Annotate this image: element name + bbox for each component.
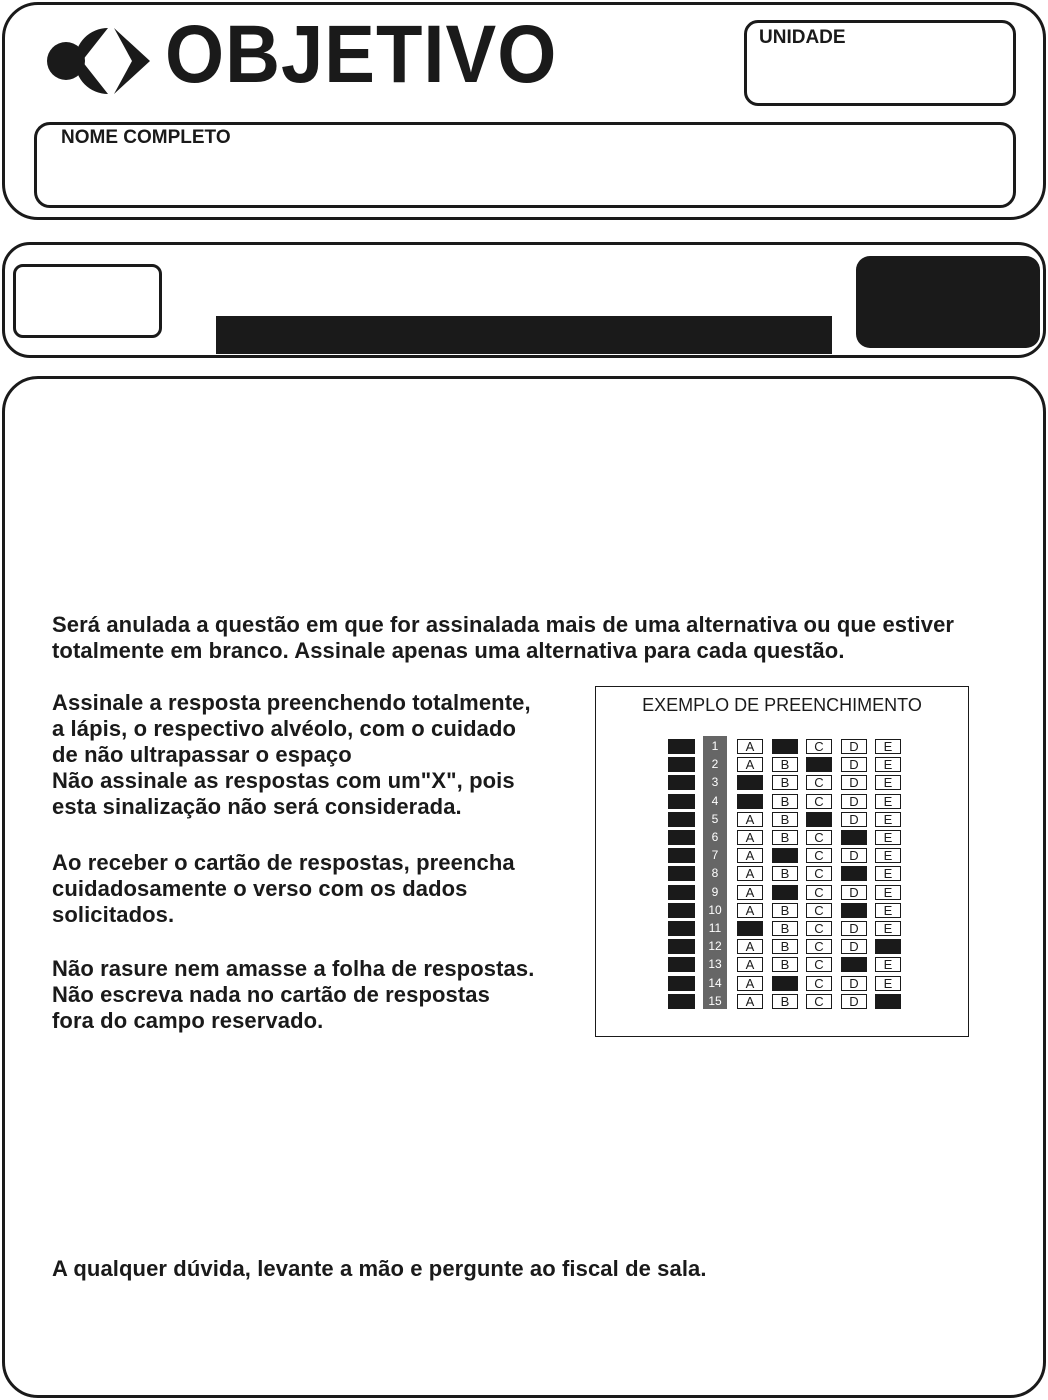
answer-bubble: A	[737, 757, 763, 772]
timing-mark	[668, 866, 695, 881]
answer-bubble: B	[772, 939, 798, 954]
instruction-line: solicitados.	[52, 902, 175, 927]
answer-row	[596, 939, 968, 954]
timing-mark	[668, 939, 695, 954]
answer-bubble: E	[875, 830, 901, 845]
answer-bubble: C	[806, 994, 832, 1009]
instruction-line: de não ultrapassar o espaço	[52, 742, 352, 767]
timing-mark	[668, 903, 695, 918]
answer-bubble-filled	[772, 739, 798, 754]
instruction-annul: Será anulada a questão em que for assinalada mais de uma alternativa ou que estiver totalmente em branco. Assinale apenas uma alternativa para cada questão.	[52, 612, 955, 663]
answer-bubble: B	[772, 903, 798, 918]
answer-bubble-filled	[875, 994, 901, 1009]
answer-bubble: C	[806, 939, 832, 954]
answer-bubble-filled	[806, 757, 832, 772]
band-empty-box	[13, 264, 162, 338]
answer-bubble: A	[737, 812, 763, 827]
band-black-bar	[216, 316, 832, 354]
answer-bubble: E	[875, 848, 901, 863]
answer-row	[596, 830, 968, 845]
instruction-line: Não rasure nem amasse a folha de respostas.	[52, 956, 535, 981]
answer-row	[596, 994, 968, 1009]
question-number: 12	[708, 939, 722, 954]
answer-bubble: C	[806, 866, 832, 881]
answer-bubble: E	[875, 757, 901, 772]
answer-bubble: B	[772, 957, 798, 972]
instruction-line: Assinale a resposta preenchendo totalmente,	[52, 690, 531, 715]
answer-bubble: E	[875, 794, 901, 809]
answer-bubble-filled	[841, 866, 867, 881]
instruction-line: Não assinale as respostas com um"X", pois	[52, 768, 515, 793]
answer-bubble-filled	[841, 957, 867, 972]
answer-row	[596, 866, 968, 881]
question-number: 7	[711, 848, 719, 863]
answer-bubble: B	[772, 830, 798, 845]
answer-bubble: A	[737, 994, 763, 1009]
answer-bubble: C	[806, 830, 832, 845]
answer-bubble: E	[875, 903, 901, 918]
answer-bubble: C	[806, 775, 832, 790]
timing-mark	[668, 885, 695, 900]
question-number: 14	[708, 975, 722, 990]
answer-bubble: E	[875, 976, 901, 991]
question-number: 1	[711, 739, 719, 753]
answer-bubble: B	[772, 775, 798, 790]
answer-bubble: C	[806, 739, 832, 754]
answer-bubble-filled	[737, 775, 763, 790]
answer-bubble: D	[841, 921, 867, 936]
band-black-box	[856, 256, 1040, 348]
answer-bubble: C	[806, 957, 832, 972]
answer-bubble: C	[806, 903, 832, 918]
answer-bubble: B	[772, 812, 798, 827]
answer-bubble: A	[737, 885, 763, 900]
answer-bubble-filled	[841, 830, 867, 845]
answer-bubble: D	[841, 775, 867, 790]
answer-bubble: E	[875, 957, 901, 972]
answer-bubble: B	[772, 794, 798, 809]
answer-bubble-filled	[841, 903, 867, 918]
question-number: 6	[711, 830, 719, 844]
question-number: 11	[708, 921, 722, 935]
answer-bubble: A	[737, 830, 763, 845]
unidade-label: UNIDADE	[759, 27, 846, 48]
question-number: 9	[711, 884, 719, 899]
answer-bubble: B	[772, 994, 798, 1009]
instruction-line: esta sinalização não será considerada.	[52, 794, 462, 819]
answer-bubble: D	[841, 739, 867, 754]
instruction-mark	[52, 690, 592, 820]
answer-row	[596, 976, 968, 991]
timing-mark	[668, 739, 695, 754]
nome-completo-label: NOME COMPLETO	[61, 127, 231, 148]
fill-example-title: EXEMPLO DE PREENCHIMENTO	[642, 695, 922, 715]
answer-bubble-filled	[806, 812, 832, 827]
answer-bubble: D	[841, 885, 867, 900]
answer-row	[596, 921, 968, 936]
answer-row	[596, 739, 968, 754]
answer-bubble: E	[875, 866, 901, 881]
instruction-doubt: A qualquer dúvida, levante a mão e pergunte ao fiscal de sala.	[52, 1256, 707, 1281]
answer-bubble-filled	[772, 976, 798, 991]
answer-row	[596, 885, 968, 900]
instruction-receive	[52, 850, 592, 928]
brand-name: OBJETIVO	[165, 8, 558, 101]
answer-bubble-filled	[737, 794, 763, 809]
answer-row	[596, 794, 968, 809]
timing-mark	[668, 757, 695, 772]
answer-row	[596, 757, 968, 772]
answer-bubble: A	[737, 739, 763, 754]
question-number: 10	[708, 902, 722, 917]
answer-row	[596, 775, 968, 790]
timing-mark	[668, 830, 695, 845]
answer-bubble: B	[772, 921, 798, 936]
answer-bubble: D	[841, 848, 867, 863]
timing-mark	[668, 794, 695, 809]
question-number: 15	[708, 993, 722, 1008]
question-number: 4	[711, 793, 719, 808]
answer-bubble: D	[841, 812, 867, 827]
nome-completo-field[interactable]	[34, 122, 1016, 208]
instruction-erase	[52, 956, 592, 1034]
answer-bubble: A	[737, 903, 763, 918]
fill-example-card	[595, 686, 969, 1037]
answer-bubble: D	[841, 939, 867, 954]
answer-row	[596, 903, 968, 918]
answer-bubble: C	[806, 794, 832, 809]
answer-bubble: A	[737, 866, 763, 881]
instruction-line: Ao receber o cartão de respostas, preencha	[52, 850, 515, 875]
instruction-line: a lápis, o respectivo alvéolo, com o cuidado	[52, 716, 517, 741]
answer-bubble: A	[737, 976, 763, 991]
answer-row	[596, 957, 968, 972]
unidade-field[interactable]	[744, 20, 1016, 106]
question-number: 3	[711, 775, 719, 790]
timing-mark	[668, 812, 695, 827]
answer-bubble: C	[806, 921, 832, 936]
question-number: 8	[711, 866, 719, 881]
answer-bubble-filled	[737, 921, 763, 936]
answer-row	[596, 848, 968, 863]
answer-row	[596, 812, 968, 827]
answer-bubble: A	[737, 848, 763, 863]
answer-bubble: D	[841, 794, 867, 809]
answer-bubble-filled	[772, 885, 798, 900]
instruction-line: Não escreva nada no cartão de respostas	[52, 982, 490, 1007]
answer-bubble: E	[875, 921, 901, 936]
timing-mark	[668, 957, 695, 972]
timing-mark	[668, 921, 695, 936]
instruction-line: fora do campo reservado.	[52, 1008, 324, 1033]
answer-bubble-filled	[875, 939, 901, 954]
question-number: 13	[708, 957, 722, 972]
answer-bubble: A	[737, 957, 763, 972]
answer-bubble: C	[806, 976, 832, 991]
answer-bubble: B	[772, 866, 798, 881]
answer-bubble: E	[875, 885, 901, 900]
objetivo-logo-icon	[44, 20, 154, 102]
answer-bubble-filled	[772, 848, 798, 863]
answer-bubble: D	[841, 994, 867, 1009]
answer-bubble: C	[806, 848, 832, 863]
instruction-line: cuidadosamente o verso com os dados	[52, 876, 468, 901]
answer-bubble: D	[841, 976, 867, 991]
answer-bubble: D	[841, 757, 867, 772]
answer-bubble: B	[772, 757, 798, 772]
timing-mark	[668, 775, 695, 790]
timing-mark	[668, 848, 695, 863]
answer-bubble: C	[806, 885, 832, 900]
question-number: 2	[711, 757, 719, 772]
timing-mark	[668, 976, 695, 991]
answer-bubble: E	[875, 739, 901, 754]
answer-bubble: E	[875, 775, 901, 790]
answer-bubble: A	[737, 939, 763, 954]
timing-mark	[668, 994, 695, 1009]
answer-bubble: E	[875, 812, 901, 827]
question-number: 5	[711, 811, 719, 826]
